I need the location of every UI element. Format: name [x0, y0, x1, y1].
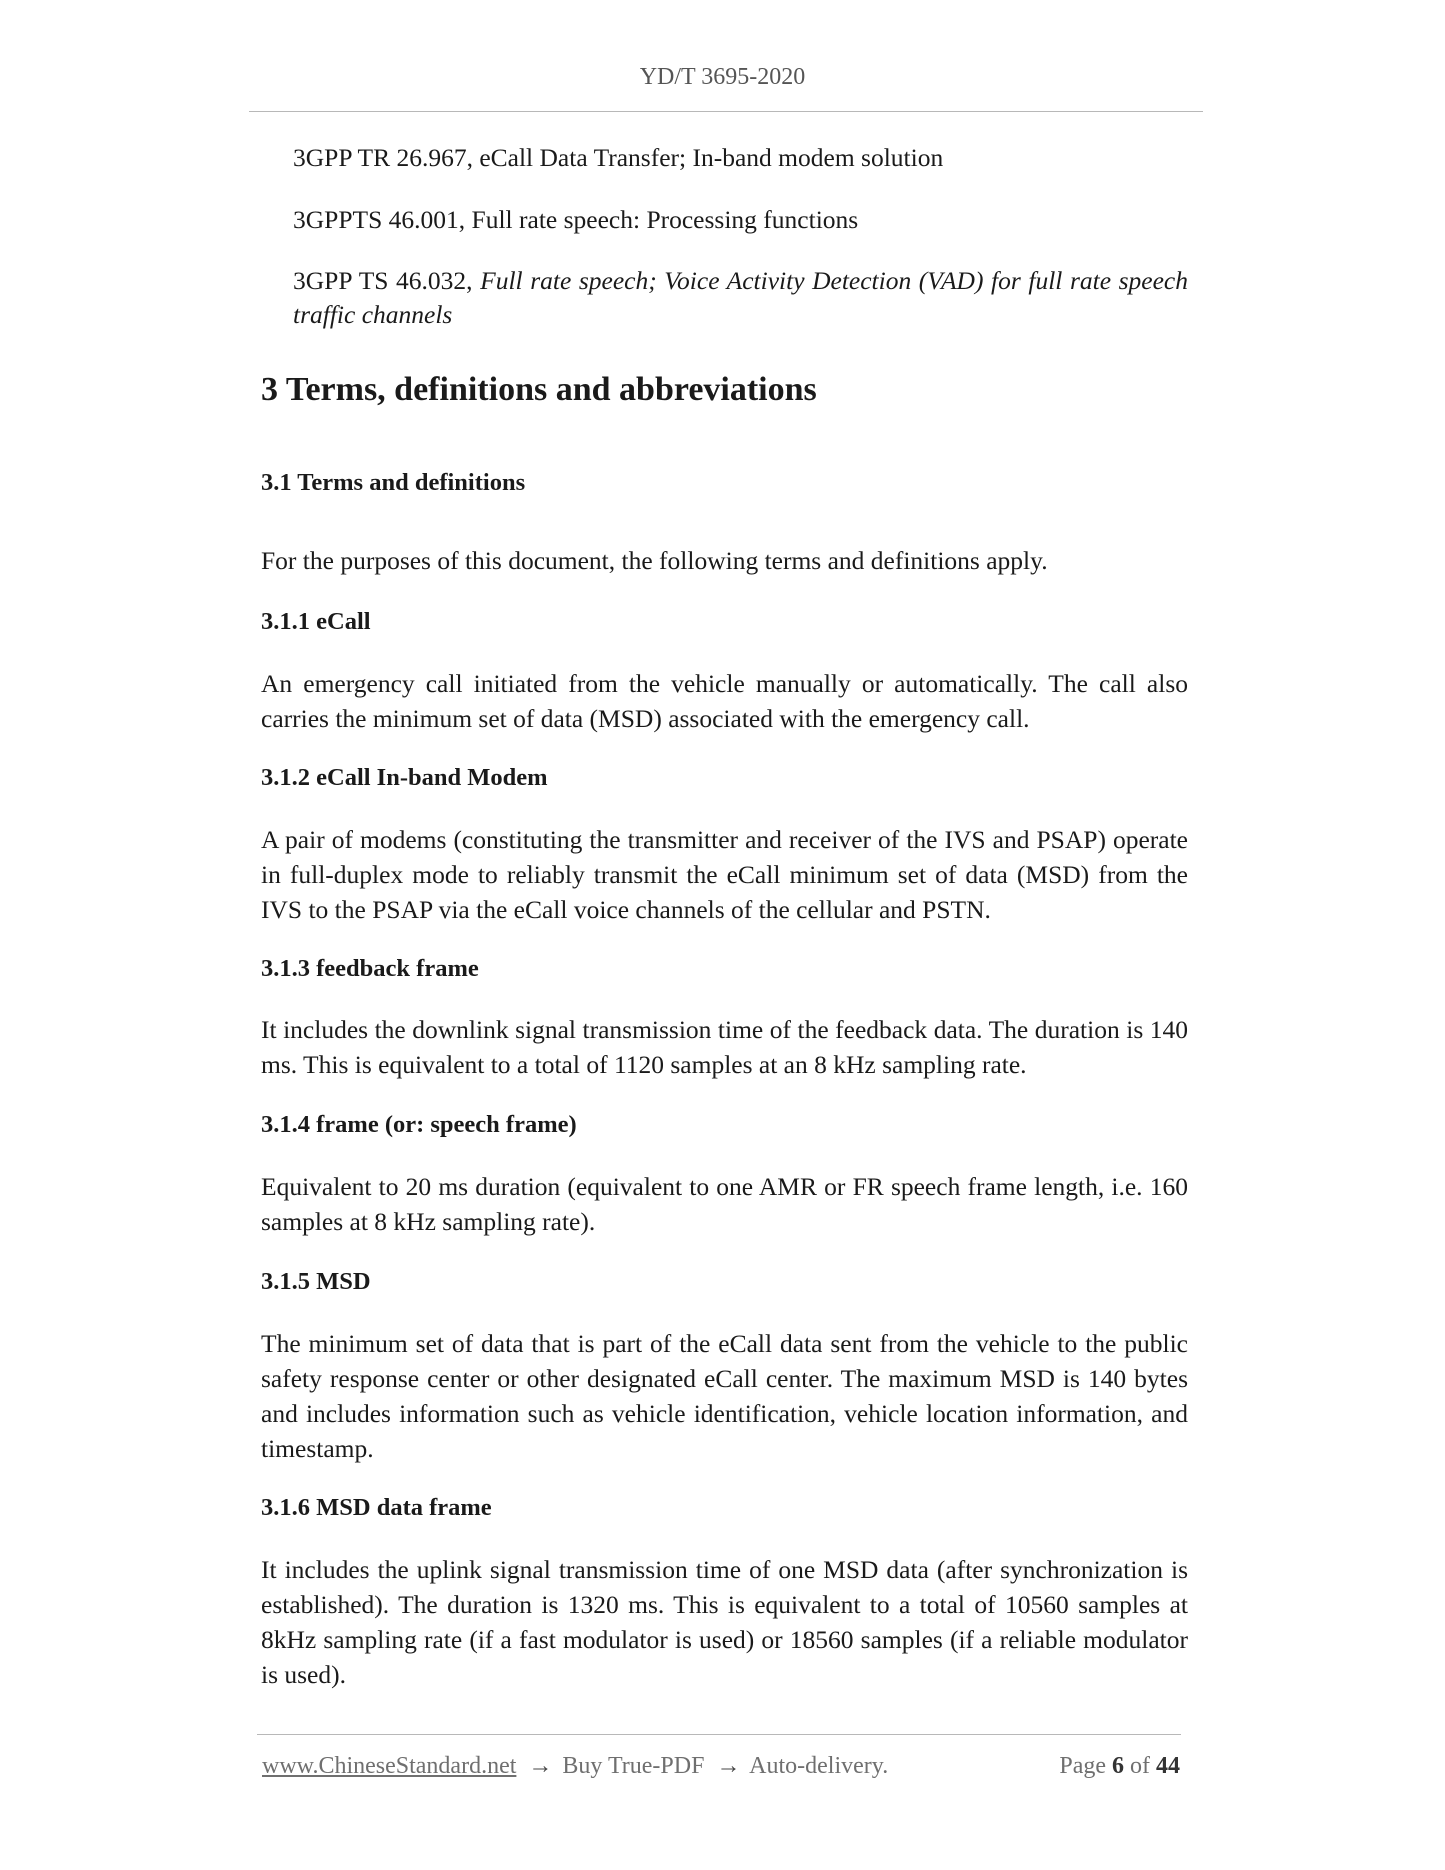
reference-entry	[293, 141, 1188, 175]
term-heading: 3.1.4 frame (or: speech frame)	[261, 1111, 577, 1138]
page-label: Page	[1059, 1753, 1106, 1779]
term-definition: It includes the downlink signal transmission time of the feedback data. The duration is 140 ms. This is equivalent to a total of 1120 samples at an 8 kHz sampling rate.	[261, 1015, 1188, 1079]
of-label: of	[1130, 1753, 1150, 1779]
term-heading: 3.1.1 eCall	[261, 608, 371, 635]
term-definition: An emergency call initiated from the vehicle manually or automatically. The call also carries the minimum set of data (MSD) associated with the emergency call.	[261, 669, 1188, 733]
reference-text: 3GPPTS 46.001, Full rate speech: Processing functions	[293, 205, 859, 234]
reference-text: 3GPP TR 26.967, eCall Data Transfer; In-band modem solution	[293, 143, 944, 172]
intro-paragraph: For the purposes of this document, the following terms and definitions apply.	[261, 546, 1048, 575]
term-definition: The minimum set of data that is part of the eCall data sent from the vehicle to the public safety response center or other designated eCall center. The maximum MSD is 140 bytes and includes information such as vehicle identification, vehicle location information, and timestamp.	[261, 1329, 1188, 1463]
footer-rule	[257, 1734, 1181, 1735]
arrow-right-icon: →	[528, 1753, 553, 1779]
subsection-title: 3.1 Terms and definitions	[261, 469, 526, 496]
page-footer	[262, 1753, 1180, 1780]
term-heading: 3.1.3 feedback frame	[261, 955, 479, 982]
term-heading: 3.1.2 eCall In-band Modem	[261, 764, 548, 791]
reference-entry	[293, 203, 1188, 237]
term-definition: It includes the uplink signal transmission time of one MSD data (after synchronization is established). The duration is 1320 ms. This is equivalent to a total of 10560 samples at 8kHz sampling rate (if a fast modulator is used) or 18560 samples (if a reliable modulator is used).	[261, 1555, 1188, 1689]
term-definition: Equivalent to 20 ms duration (equivalent to one AMR or FR speech frame length, i.e. 160 samples at 8 kHz sampling rate).	[261, 1172, 1188, 1236]
arrow-right-icon: →	[716, 1753, 741, 1779]
auto-delivery-text: Auto-delivery.	[749, 1753, 889, 1779]
reference-entry	[293, 264, 1188, 332]
header-rule	[249, 111, 1203, 112]
term-definition: A pair of modems (constituting the transmitter and receiver of the IVS and PSAP) operate in full-duplex mode to reliably transmit the eCall minimum set of data (MSD) from the IVS to the PSAP via the eCall voice channels of the cellular and PSTN.	[261, 825, 1188, 924]
reference-text: 3GPP TS 46.032,	[293, 266, 481, 295]
term-heading: 3.1.5 MSD	[261, 1268, 371, 1295]
term-heading: 3.1.6 MSD data frame	[261, 1494, 492, 1521]
reference-title-italic: Full rate speech; Voice Activity Detection (VAD) for full rate speech traffic channels	[293, 266, 1188, 329]
buy-true-pdf-text: Buy True-PDF	[562, 1753, 705, 1779]
standard-code-header: YD/T 3695-2020	[639, 64, 806, 90]
page-number-indicator	[1059, 1753, 1180, 1780]
website-link[interactable]: www.ChineseStandard.net	[262, 1753, 517, 1779]
current-page-number: 6	[1112, 1753, 1124, 1779]
total-page-count: 44	[1156, 1753, 1180, 1779]
section-title: 3 Terms, definitions and abbreviations	[261, 371, 817, 408]
